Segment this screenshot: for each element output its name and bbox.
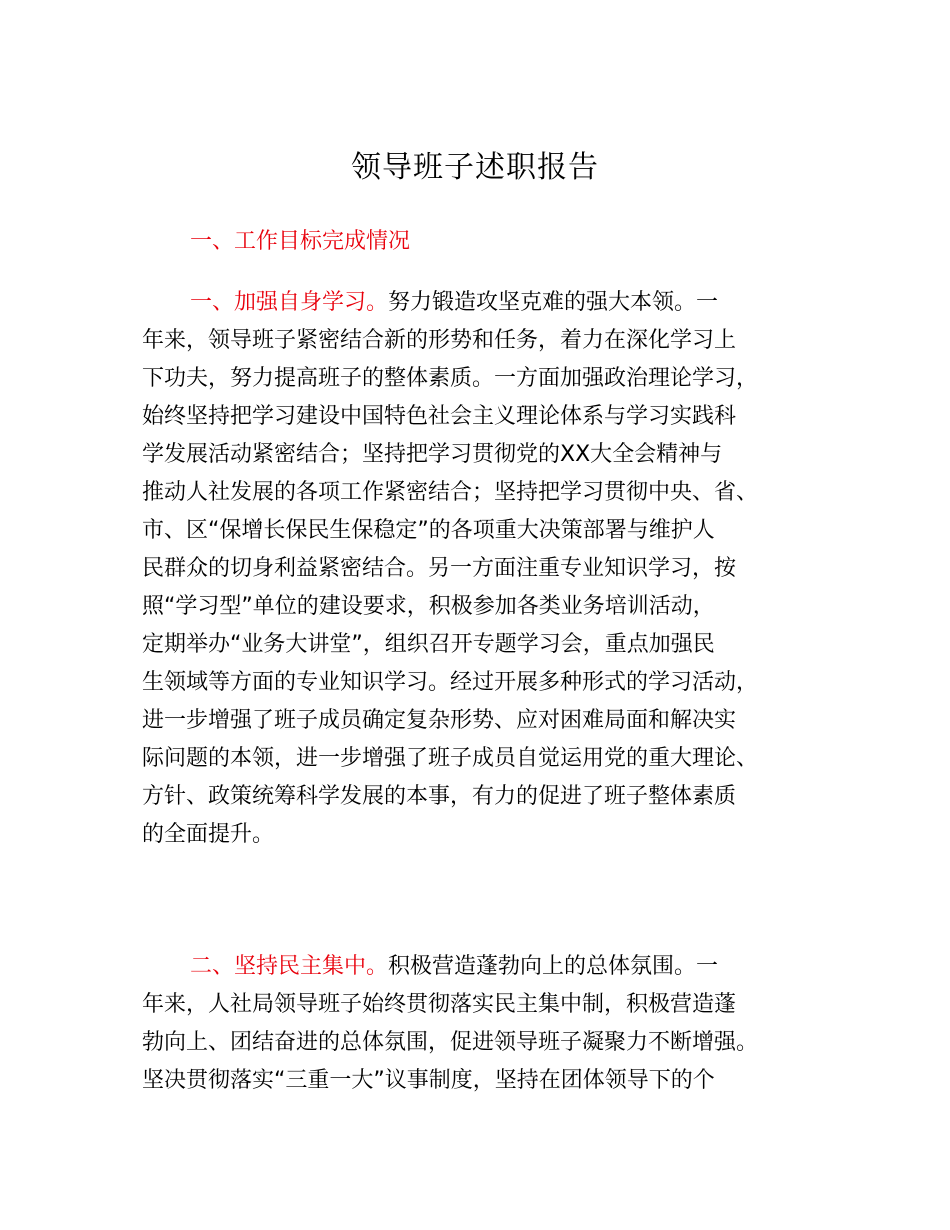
paragraph-line: 下功夫，努力提高班子的整体素质。一方面加强政治理论学习， [142, 366, 759, 391]
paragraph-line: 进一步增强了班子成员确定复杂形势、应对困难局面和解决实 [142, 708, 737, 733]
paragraph-line: 民群众的切身利益紧密结合。另一方面注重专业知识学习，按 [142, 556, 737, 581]
paragraph-line: 定期举办“业务大讲堂”，组织召开专题学习会，重点加强民 [142, 632, 715, 657]
paragraph-line: 市、区“保增长保民生保稳定”的各项重大决策部署与维护人 [142, 518, 715, 543]
paragraph-line: 的全面提升。 [142, 822, 275, 847]
paragraph-line: 坚决贯彻落实“三重一大”议事制度，坚持在团体领导下的个 [142, 1068, 715, 1093]
paragraph-line: 年来，领导班子紧密结合新的形势和任务，着力在深化学习上 [142, 328, 737, 353]
paragraph-first-line [142, 948, 842, 986]
paragraph-line: 始终坚持把学习建设中国特色社会主义理论体系与学习实践科 [142, 404, 737, 429]
paragraph-text: 努力锻造攻坚克难的强大本领。一 [388, 290, 719, 315]
paragraph-line: 推动人社发展的各项工作紧密结合；坚持把学习贯彻中央、省、 [142, 480, 759, 505]
paragraph-democratic-centralism [142, 948, 842, 1100]
paragraph-self-study [142, 284, 842, 854]
paragraph-line: 照“学习型”单位的建设要求，积极参加各类业务培训活动， [142, 594, 715, 619]
paragraph-line: 勃向上、团结奋进的总体氛围，促进领导班子凝聚力不断增强。 [142, 1030, 759, 1055]
section-heading: 一、工作目标完成情况 [190, 229, 411, 254]
document-title: 领导班子述职报告 [351, 150, 599, 185]
paragraph-line: 年来，人社局领导班子始终贯彻落实民主集中制，积极营造蓬 [142, 992, 737, 1017]
paragraph-line: 方针、政策统筹科学发展的本事，有力的促进了班子整体素质 [142, 784, 737, 809]
paragraph-lead: 一、加强自身学习。 [190, 290, 389, 315]
paragraph-line: 学发展活动紧密结合；坚持把学习贯彻党的XX大全会精神与 [142, 442, 723, 467]
paragraph-first-line [142, 284, 842, 322]
paragraph-text: 积极营造蓬勃向上的总体氛围。一 [388, 954, 719, 979]
paragraph-line: 生领域等方面的专业知识学习。经过开展多种形式的学习活动， [142, 670, 759, 695]
paragraph-line: 际问题的本领，进一步增强了班子成员自觉运用党的重大理论、 [142, 746, 759, 771]
paragraph-lead: 二、坚持民主集中。 [190, 954, 389, 979]
